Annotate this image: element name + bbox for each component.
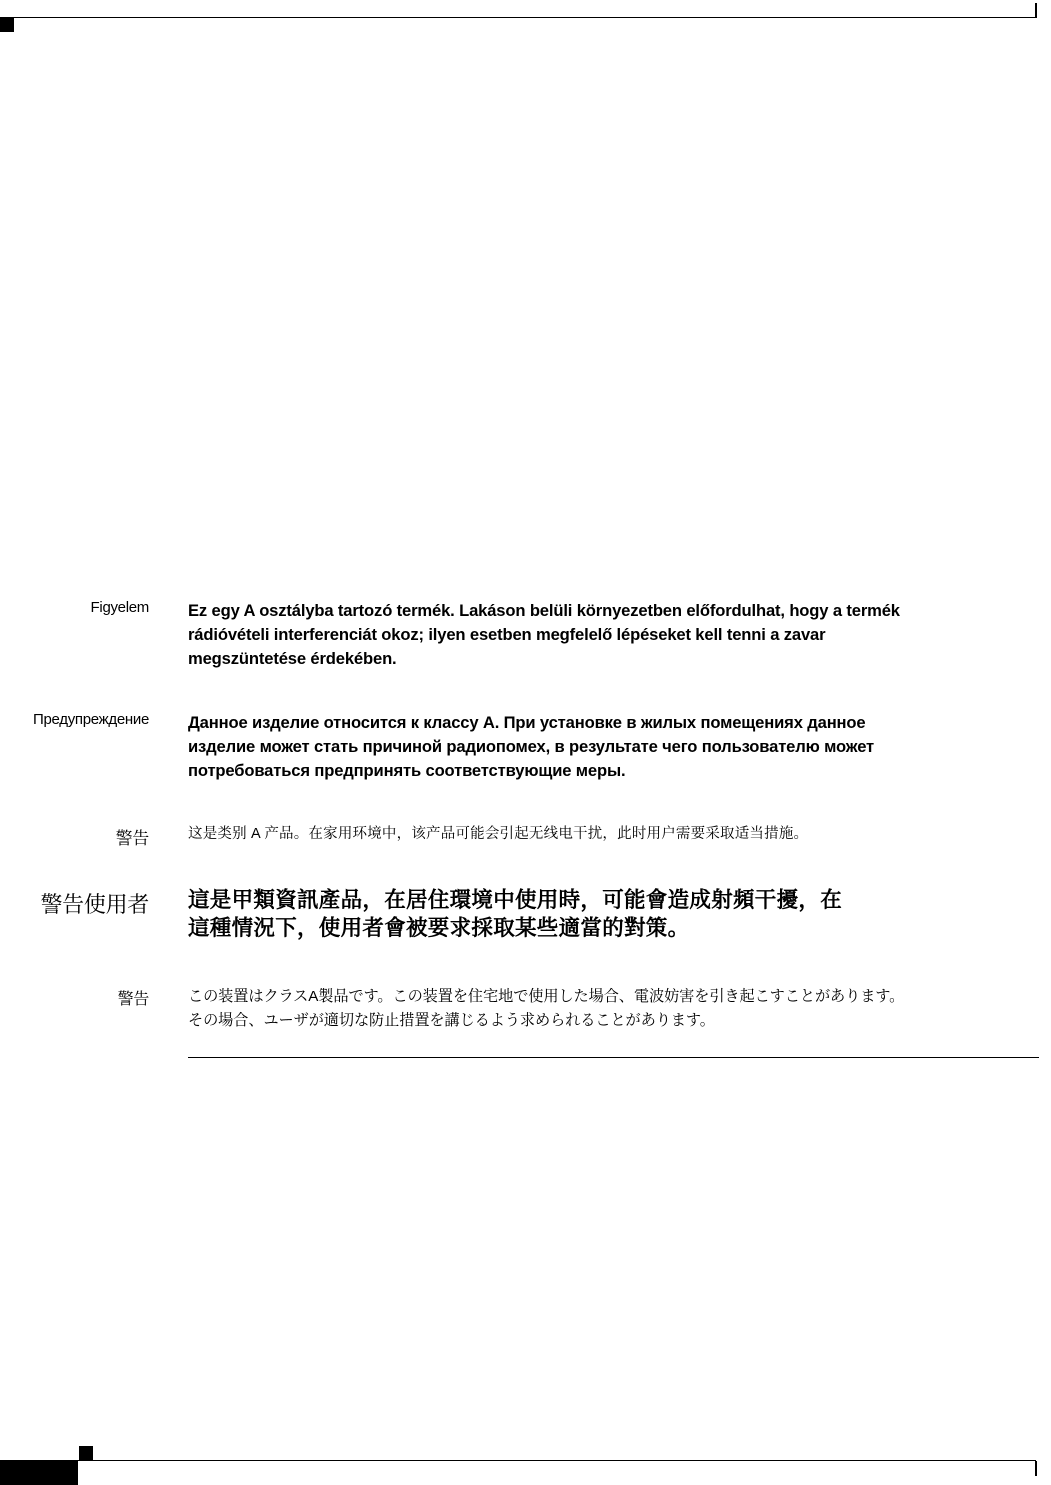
- warning-text-line: 這種情況下，使用者會被要求採取某些適當的對策。: [188, 916, 690, 940]
- bottom-marker: [79, 1446, 93, 1460]
- warning-text-line: 這是甲類資訊產品，在居住環境中使用時，可能會造成射頻干擾，在: [188, 888, 843, 912]
- warning-text: [188, 711, 1038, 783]
- warning-text-line: изделие может стать причиной радиопомех, в результате чего пользователю может: [188, 737, 875, 756]
- warning-text-line: Данное изделие относится к классу А. При установке в жилых помещениях данное: [188, 713, 866, 732]
- footer-tab: [0, 1461, 78, 1485]
- warning-text: [188, 985, 1038, 1033]
- warning-text-line: 这是类别 A 产品。在家用环境中，该产品可能会引起无线电干扰，此时用户需要采取适当措施。: [188, 826, 809, 842]
- top-rule: [0, 17, 1036, 18]
- warning-label: 警告: [117, 991, 149, 1008]
- section-divider: [188, 1057, 1039, 1058]
- warning-label: Figyelem: [90, 599, 149, 616]
- warning-text-line: megszüntetése érdekében.: [188, 649, 397, 668]
- warning-label: 警告使用者: [40, 892, 149, 917]
- warning-text-line: この装置はクラスA製品です。この装置を住宅地で使用した場合、電波妨害を引き起こすことがあります。: [188, 988, 905, 1005]
- warning-text-line: その場合、ユーザが適切な防止措置を講じるよう求められることがあります。: [188, 1012, 715, 1029]
- warning-text-line: потребоваться предпринять соответствующие меры.: [188, 761, 626, 780]
- warning-label: 警告: [115, 829, 149, 848]
- bottom-rule: [0, 1460, 1036, 1461]
- top-corner-marker: [0, 18, 14, 32]
- bottom-right-tick: [1035, 1461, 1037, 1476]
- warning-text: [188, 886, 1038, 942]
- warning-text: [188, 599, 1038, 671]
- warning-text-line: rádióvételi interferenciát okoz; ilyen esetben megfelelő lépéseket kell tenni a zavar: [188, 625, 826, 644]
- warning-label: Предупреждение: [33, 711, 149, 728]
- warning-text-line: Ez egy A osztályba tartozó termék. Lakáson belüli környezetben előfordulhat, hogy a termék: [188, 601, 900, 620]
- top-right-tick: [1035, 3, 1037, 18]
- warning-text: [188, 822, 1038, 846]
